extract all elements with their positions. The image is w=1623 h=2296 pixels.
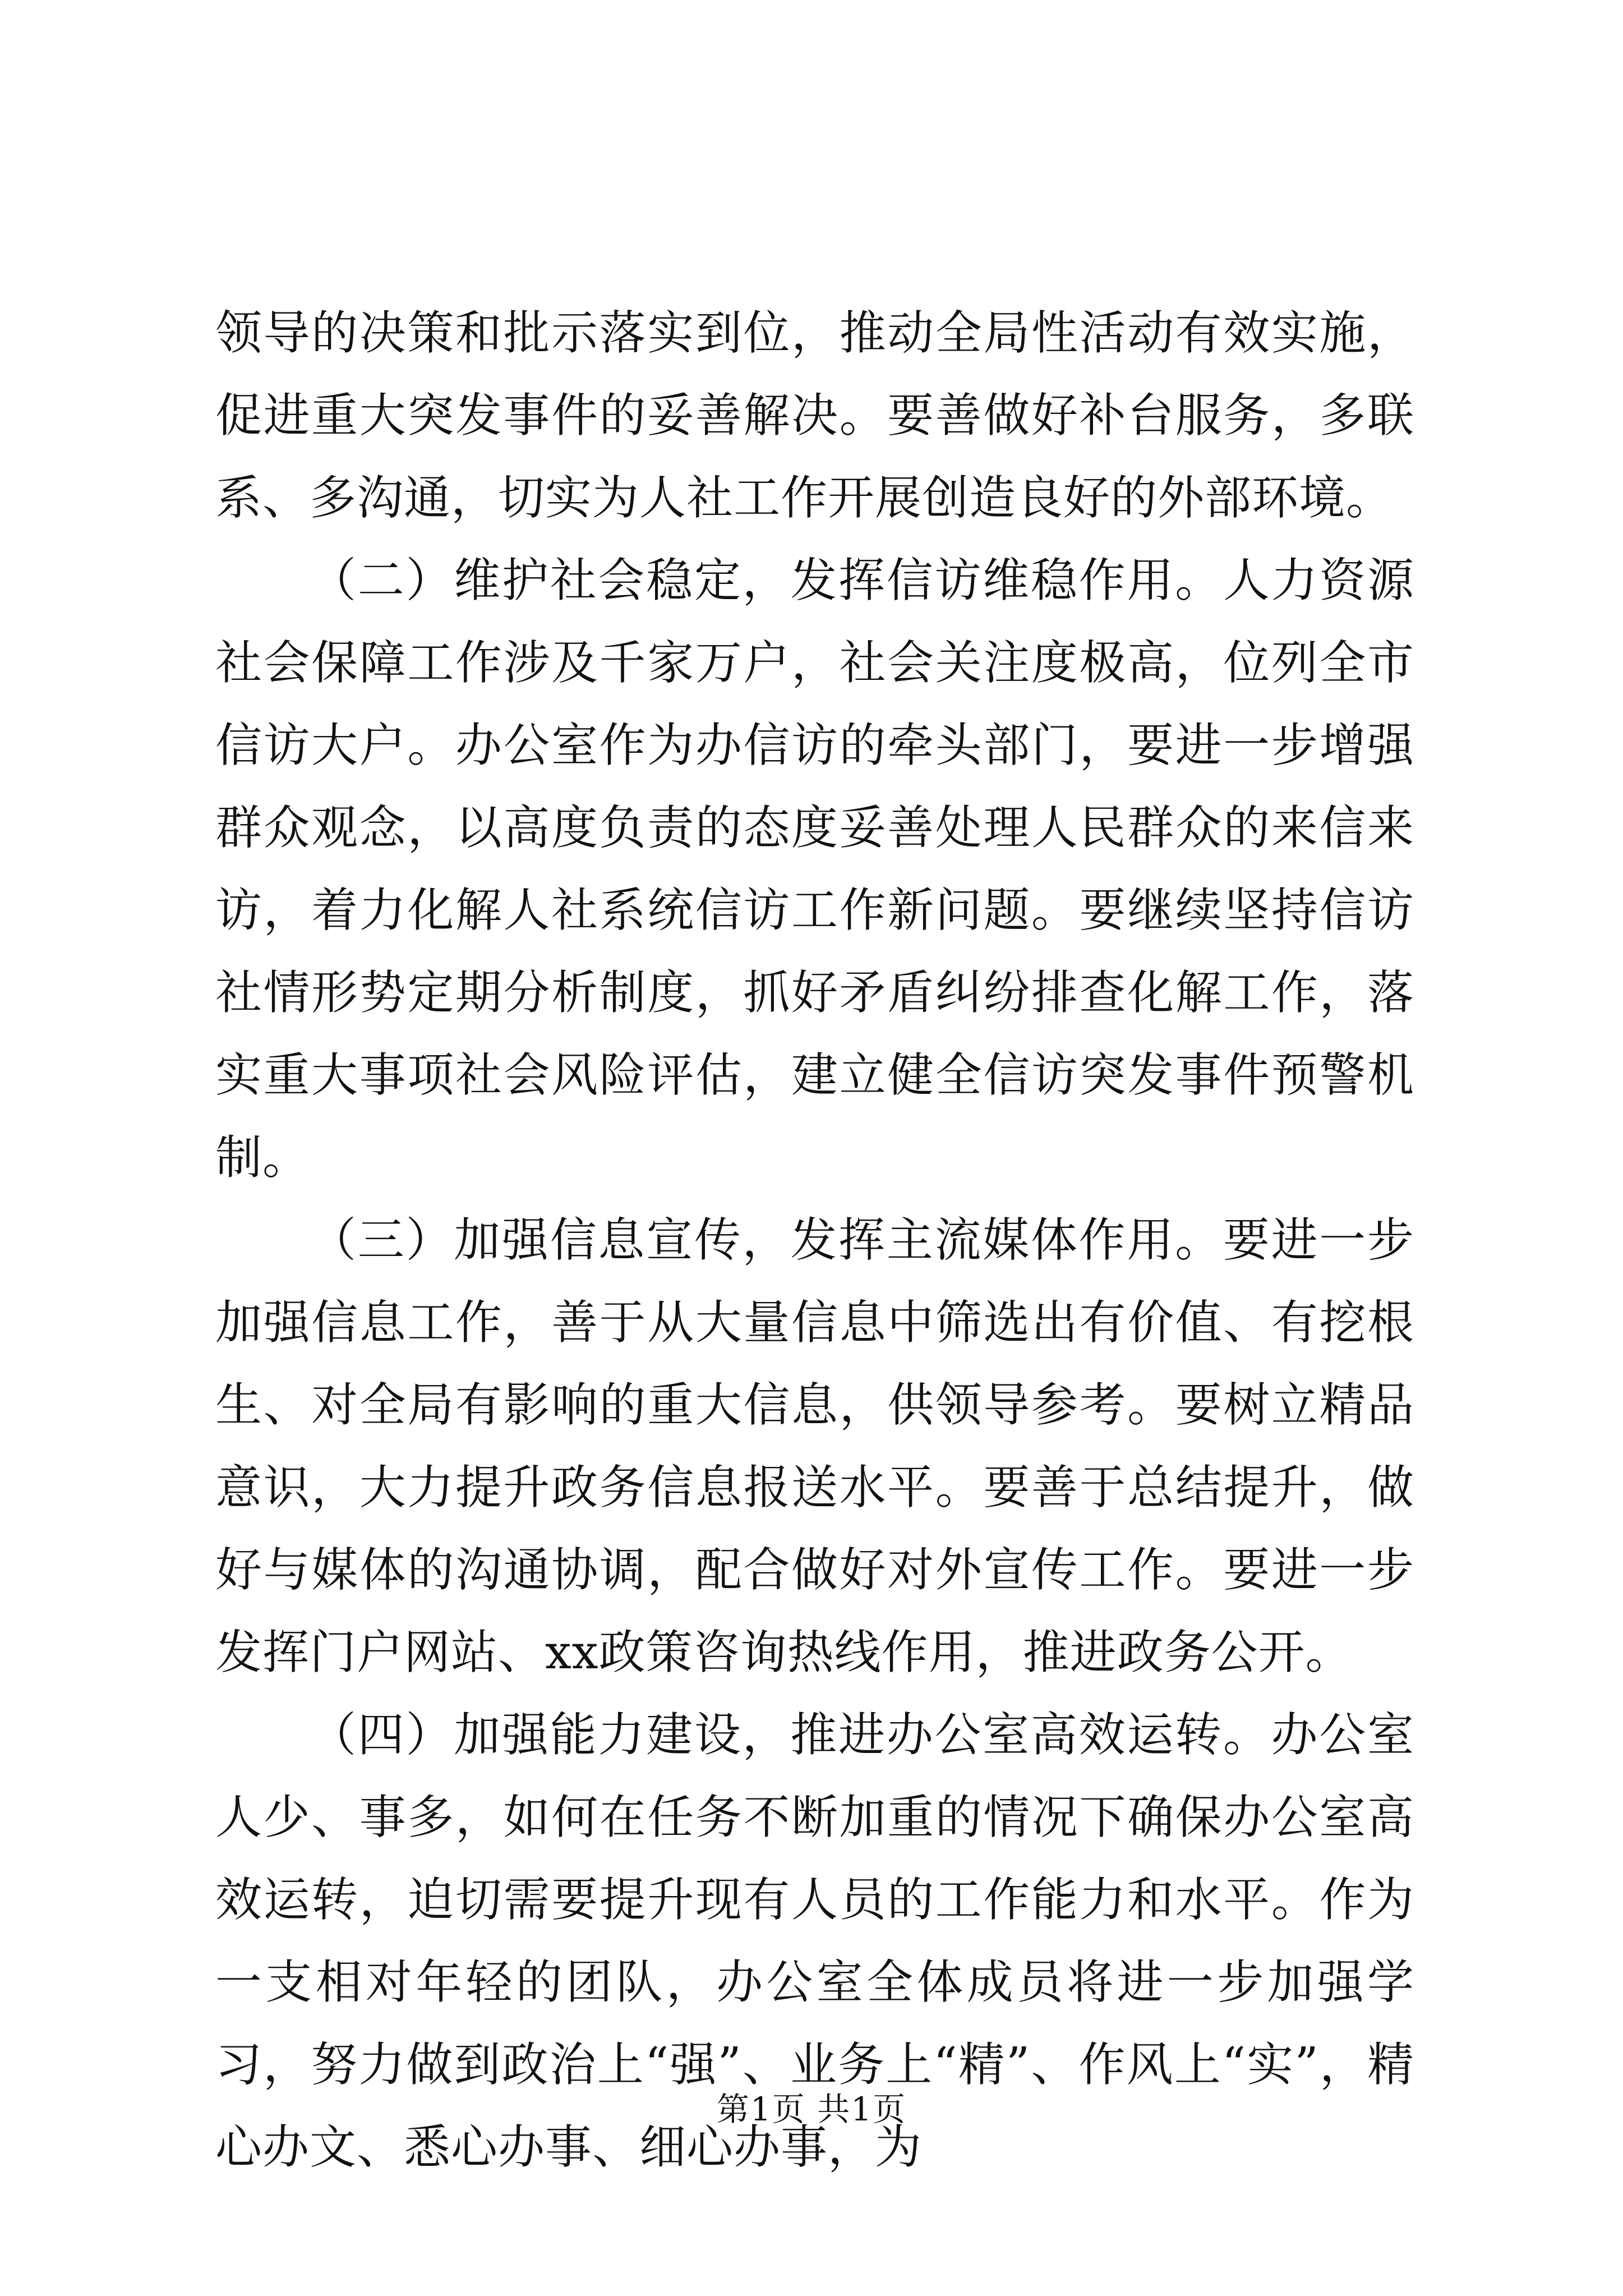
paragraph-information-publicity: （三）加强信息宣传，发挥主流媒体作用。要进一步加强信息工作，善于从大量信息中筛选出有价值、有挖根生、对全局有影响的重大信息，供领导参考。要树立精品意识，大力提升政务信息报送水平。要善于总结提升，做好与媒体的沟通协调，配合做好对外宣传工作。要进一步发挥门户网站、xx政策咨询热线作用，推进政务公开。 — [215, 1213, 1414, 1680]
document-body — [215, 292, 1414, 2188]
paragraph-social-stability: （二）维护社会稳定，发挥信访维稳作用。人力资源社会保障工作涉及千家万户，社会关注度极高，位列全市信访大户。办公室作为办信访的牵头部门，要进一步增强群众观念，以高度负责的态度妥善处理人民群众的来信来访，着力化解人社系统信访工作新问题。要继续坚持信访社情形势定期分析制度，抓好矛盾纠纷排查化解工作，落实重大事项社会风险评估，建立健全信访突发事件预警机制。 — [215, 553, 1414, 1185]
paragraph-continuation: 领导的决策和批示落实到位，推动全局性活动有效实施，促进重大突发事件的妥善解决。要善做好补台服务，多联系、多沟通，切实为人社工作开展创造良好的外部环境。 — [215, 306, 1414, 525]
page-footer: 第1页 共1页 — [716, 2090, 907, 2128]
paragraph-capacity-building: （四）加强能力建设，推进办公室高效运转。办公室人少、事多，如何在任务不断加重的情况下确保办公室高效运转，迫切需要提升现有人员的工作能力和水平。作为一支相对年轻的团队，办公室全体成员将进一步加强学习，努力做到政治上“强”、业务上“精”、作风上“实”，精心办文、悉心办事、细心办事，为 — [215, 1708, 1414, 2174]
